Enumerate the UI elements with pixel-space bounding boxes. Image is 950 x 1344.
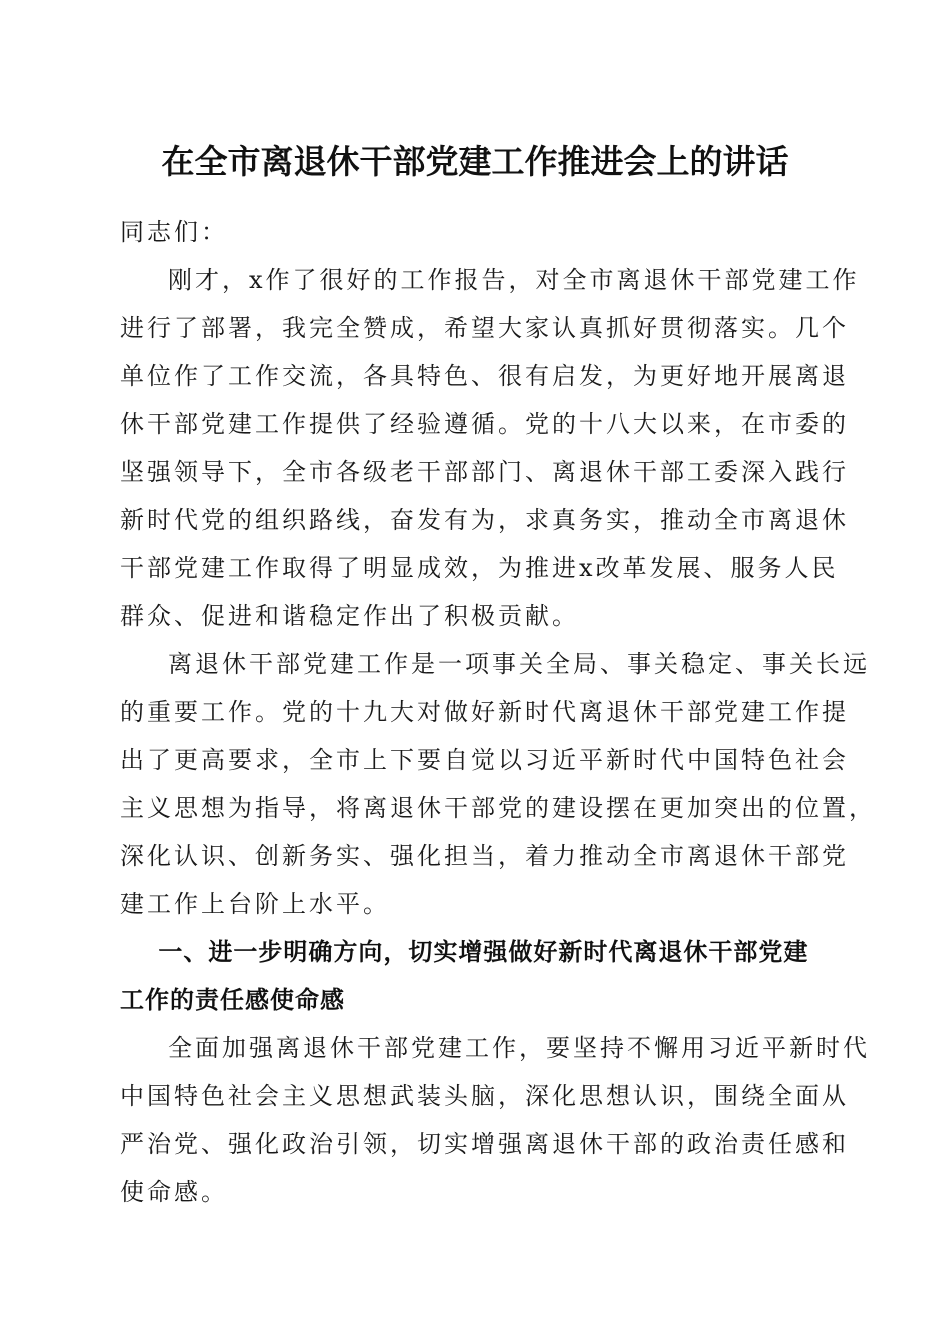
paragraph-line: 群众、促进和谐稳定作出了积极贡献。 [120,602,579,630]
heading-line: 一、进一步明确方向，切实增强做好新时代离退休干部党建 [158,938,809,966]
paragraph-1 [120,256,860,640]
section-heading-1 [120,928,830,1024]
paragraph-2 [120,640,876,928]
paragraph-line: 坚强领导下，全市各级老干部部门、离退休干部工委深入践行 [120,458,849,486]
document-title: 在全市离退休干部党建工作推进会上的讲话 [161,142,789,181]
paragraph-line: 建工作上台阶上水平。 [120,890,390,918]
paragraph-line: 离退休干部党建工作是一项事关全局、事关稳定、事关长远 [168,650,870,678]
paragraph-line: 新时代党的组织路线，奋发有为，求真务实，推动全市离退休 [120,506,849,534]
paragraph-line: 单位作了工作交流，各具特色、很有启发，为更好地开展离退 [120,362,849,390]
document-body [120,208,876,1216]
greeting: 同志们： [120,218,228,246]
paragraph-line: 使命感。 [120,1178,228,1206]
paragraph-line: 干部党建工作取得了明显成效，为推进x改革发展、服务人民 [120,554,839,582]
paragraph-line: 出了更高要求，全市上下要自觉以习近平新时代中国特色社会 [120,746,849,774]
paragraph-line: 中国特色社会主义思想武装头脑，深化思想认识，围绕全面从 [120,1082,849,1110]
paragraph-line: 全面加强离退休干部党建工作，要坚持不懈用习近平新时代 [168,1034,870,1062]
paragraph-line: 休干部党建工作提供了经验遵循。党的十八大以来，在市委的 [120,410,849,438]
paragraph-line: 刚才，x作了很好的工作报告，对全市离退休干部党建工作 [168,266,860,294]
paragraph-line: 主义思想为指导，将离退休干部党的建设摆在更加突出的位置， [120,794,876,822]
paragraph-line: 严治党、强化政治引领，切实增强离退休干部的政治责任感和 [120,1130,849,1158]
paragraph-line: 深化认识、创新务实、强化担当，着力推动全市离退休干部党 [120,842,849,870]
paragraph-line: 的重要工作。党的十九大对做好新时代离退休干部党建工作提 [120,698,849,726]
heading-line: 工作的责任感使命感 [120,986,345,1014]
paragraph-3 [120,1024,870,1216]
paragraph-line: 进行了部署，我完全赞成，希望大家认真抓好贯彻落实。几个 [120,314,849,342]
